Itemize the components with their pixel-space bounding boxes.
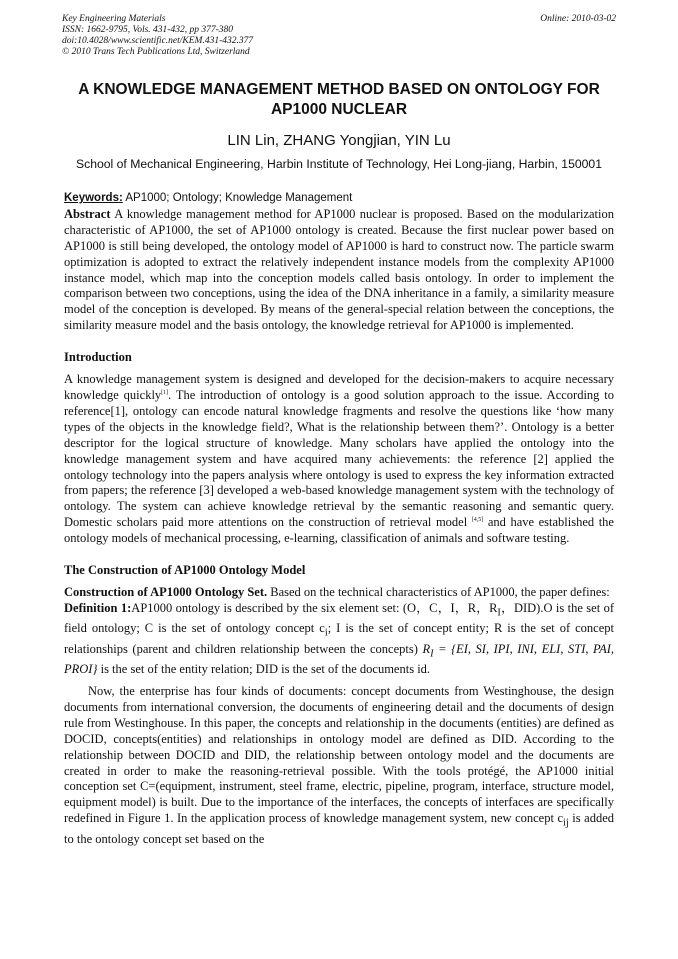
ontology-set-text: Based on the technical characteristics of AP1000, the paper defines: <box>267 584 610 599</box>
journal-name: Key Engineering Materials <box>62 14 166 24</box>
citation-4-5: [4,5] <box>471 517 484 524</box>
formula-sub: I <box>430 648 434 660</box>
affiliation: School of Mechanical Engineering, Harbin Institute of Technology, Hei Long-jiang, Harbin, 150001 <box>76 157 602 171</box>
introduction-heading: Introduction <box>64 350 132 365</box>
para-sub-ij: ij <box>563 817 569 829</box>
journal-header <box>62 14 616 58</box>
documents-paragraph <box>64 684 614 848</box>
abstract <box>64 207 614 334</box>
abstract-label: Abstract <box>64 206 111 221</box>
keywords-text: AP1000; Ontology; Knowledge Management <box>125 192 353 204</box>
def-text-c: ; I is the set of concept entity; R is the set of concept relationships (parent and children relationship between the concepts) <box>64 621 614 656</box>
para-text-b: is added to the ontology concept set based on the <box>64 811 615 846</box>
def-text-a: AP1000 ontology is described by the six element set: (O，C，I，R，R <box>131 600 498 615</box>
intro-text-a: A knowledge management system is designed and developed for the decision-makers to acquire necessary knowledge quickly <box>64 372 614 402</box>
def-sub-i2: i <box>324 627 328 639</box>
issn-line: ISSN: 1662-9795, Vols. 431-432, pp 377-380 <box>62 25 233 35</box>
ontology-set-paragraph <box>64 585 614 601</box>
paper-body <box>64 191 614 848</box>
para-text-a: Now, the enterprise has four kinds of documents: concept documents from Westinghouse, the design documents from international conversion, the documents of engineering detail and the documents of design rule from Westinghouse. In this paper, the concepts and relationship in the documents (entities) are defined as DOCID, concepts(entities) and relationships in ontology model are defined as DID. According to the relationship between DOCID and DID, the relationship between ontology model and the documents are created in order to make the reasoning-retrieval possible. With the tools protégé, the AP1000 initial conception set C=(equipment, instrument, steel frame, electric, pipeline, program, interface, structure model, equipment model) is built. Due to the importance of the interfaces, the concepts of interfaces are specifically redefined in Figure 1. In the application process of knowledge management system, new concept c <box>64 683 614 826</box>
copyright-line: © 2010 Trans Tech Publications Ltd, Switzerland <box>62 47 250 57</box>
citation-1: [1] <box>161 389 169 396</box>
title-line-1: A KNOWLEDGE MANAGEMENT METHOD BASED ON ONTOLOGY FOR <box>78 81 600 98</box>
formula-set: = {EI, SI, IPI, INI, ELI, STI, PAI, PROI} <box>64 641 614 677</box>
ontology-set-label: Construction of AP1000 Ontology Set. <box>64 584 268 599</box>
construction-heading: The Construction of AP1000 Ontology Model <box>64 563 306 578</box>
definition-label: Definition 1: <box>64 600 132 615</box>
doi-line: doi:10.4028/www.scientific.net/KEM.431-432.377 <box>62 36 254 46</box>
online-date: Online: 2010-03-02 <box>540 14 616 24</box>
intro-text-b: . The introduction of ontology is a good solution approach to the issue. According to reference[1], ontology can encode natural knowledge fragments and resolve the questions like ‘how many types of the objects in the knowledge field?, What is the relationship between them?’. Ontology is a better descriptor for the logical structure of knowledge. Many scholars have applied the ontology into the knowledge management system and have acquired many achievements: the reference [2] applied the ontology technology into the papers analysis where ontology is used to express the key information extracted from papers; the reference [3] developed a web-based knowledge management system with the technology of ontology. The system can achieve knowledge retrieval by the semantic reasoning and semantic query. Domestic scholars paid more attentions on the construction of retrieval model <box>64 387 614 530</box>
intro-text-c: and have established the ontology models of mechanical processing, e-learning, classification of animals and software testing. <box>64 515 614 546</box>
def-text-d: is the set of the entity relation; DID is the set of the documents id. <box>97 662 431 677</box>
author-list: LIN Lin, ZHANG Yongjian, YIN Lu <box>227 132 451 149</box>
def-text-b: ，DID).O is the set of field ontology; C is the set of ontology concept c <box>64 600 614 636</box>
definition-1 <box>64 601 614 678</box>
def-sub-i: I <box>497 607 501 619</box>
introduction-paragraph <box>64 372 614 547</box>
title-line-2: AP1000 NUCLEAR <box>270 101 408 118</box>
keywords-label: Keywords <box>64 192 119 204</box>
formula-r: R <box>422 641 431 656</box>
paper-title <box>40 80 638 120</box>
keywords: Keywords: AP1000; Ontology; Knowledge Management <box>64 192 353 204</box>
abstract-text: A knowledge management method for AP1000 nuclear is proposed. Based on the modularization characteristic of AP1000, the set of AP1000 ontology is created. Because the first nuclear power based on AP1000 is still being developed, the ontology model of AP1000 is hard to construct now. The particle swarm optimization is adopted to extract the relatively independent instance models from the complexity AP1000 instance model, which map into the conception models called basis ontology. In order to implement the comparison between two conceptions, using the idea of the DNA inheritance in a family, a similarity measure model of the conception is developed. By means of the general-special relation between the conceptions, the similarity measure model and the basis ontology, the knowledge retrieval for AP1000 is implemented. <box>64 206 615 333</box>
